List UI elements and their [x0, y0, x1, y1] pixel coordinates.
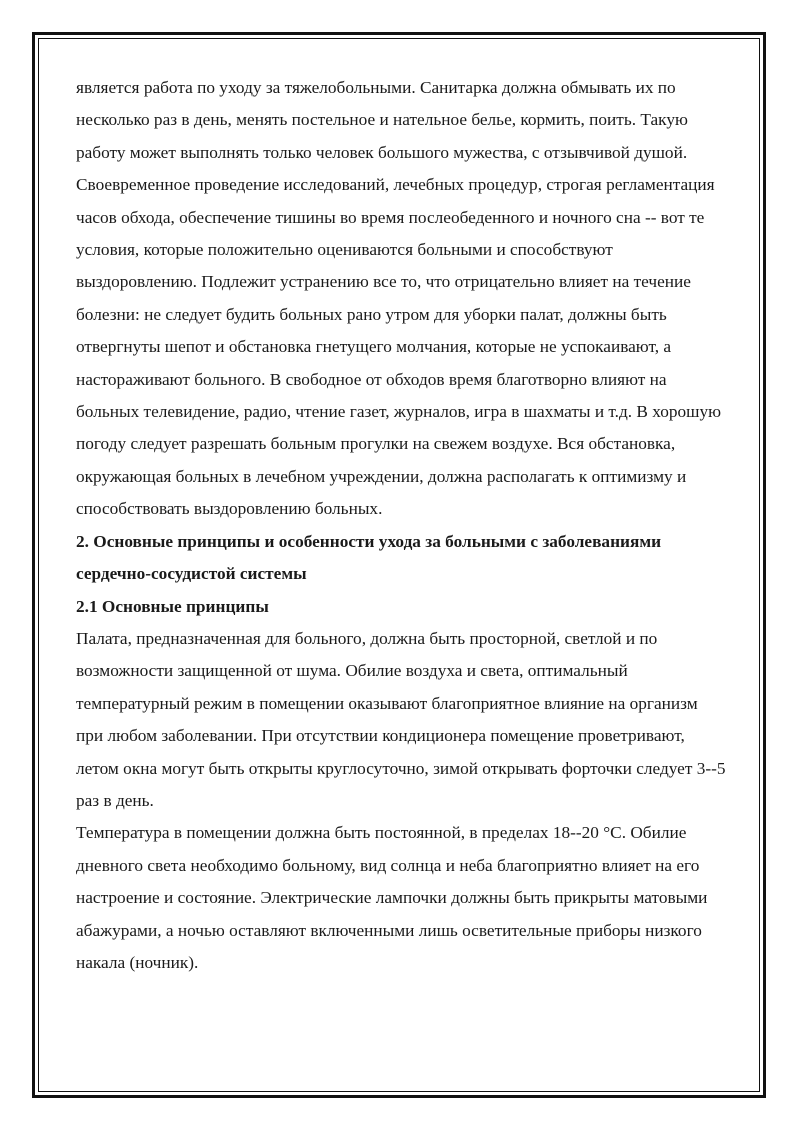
document-body	[76, 72, 726, 979]
section-heading: 2. Основные принципы и особенности ухода за больными с заболеваниями сердечно-сосудистой системы	[76, 531, 662, 584]
paragraph-ward-conditions: Своевременное проведение исследований, лечебных процедур, строгая регламентация часов обхода, обеспечение тишины во время послеобеденного и ночного сна -- вот те условия, которые положительно оцениваются больными и способствуют выздоровлению. Подлежит устранению все то, что отрицательно влияет на течение болезни: не следует будить больных рано утром для уборки палат, должны быть отвергнуты шепот и обстановка гнетущего молчания, которые не успокаивают, а настораживают больного. В свободное от обходов время благотворно влияют на больных телевидение, радио, чтение газет, журналов, игра в шахматы и т.д. В хорошую погоду следует разрешать больным прогулки на свежем воздухе. Вся обстановка, окружающая больных в лечебном учреждении, должна располагать к оптимизму и способствовать выздоровлению больных.	[76, 175, 722, 519]
paragraph-care-of-bedridden: является работа по уходу за тяжелобольными. Санитарка должна обмывать их по несколько раз в день, менять постельное и нательное белье, кормить, поить. Такую работу может выполнять только человек большого мужества, с отзывчивой душой.	[76, 78, 688, 162]
paragraph-temperature-light: Температура в помещении должна быть постоянной, в пределах 18--20 °С. Обилие дневного света необходимо больному, вид солнца и неба благоприятно влияет на его настроение и состояние. Электрические лампочки должны быть прикрыты матовыми абажурами, а ночью оставляют включенными лишь осветительные приборы низкого накала (ночник).	[76, 823, 708, 972]
paragraph-ward-room: Палата, предназначенная для больного, должна быть просторной, светлой и по возможности защищенной от шума. Обилие воздуха и света, оптимальный температурный режим в помещении оказывают благоприятное влияние на организм при любом заболевании. При отсутствии кондиционера помещение проветривают, летом окна могут быть открыты круглосуточно, зимой открывать форточки следует 3--5 раз в день.	[76, 628, 726, 810]
subsection-heading: 2.1 Основные принципы	[76, 596, 269, 616]
